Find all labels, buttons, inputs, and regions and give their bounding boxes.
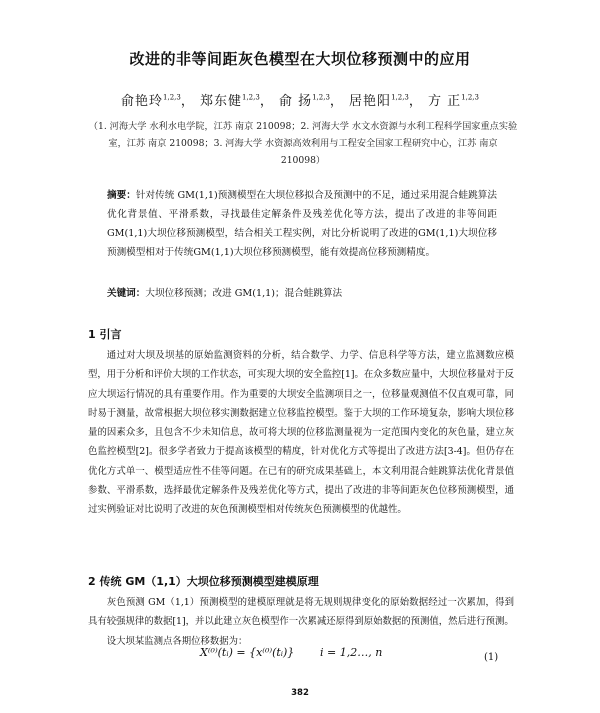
- author-name: 俞 扬: [278, 94, 313, 109]
- author-affil-sup: 1,2,3: [242, 93, 260, 102]
- abstract-label: 摘要：: [107, 190, 136, 201]
- author-name: 俞艳玲: [121, 94, 164, 109]
- author-name: 方 正: [428, 94, 462, 109]
- paragraph: 灰色预测 GM（1,1）预测模型的建模原理就是将无规则规律变化的原始数据经过一次累加，得到具有较强规律的数据[1]，并以此建立灰色模型作一次累减还原得到原始数据的预测值，然后进行预测。: [88, 597, 514, 628]
- abstract: [107, 186, 497, 262]
- section-body: [88, 346, 514, 520]
- page-number: 382: [291, 688, 309, 698]
- equation-condition: i = 1,2…, n: [320, 646, 383, 659]
- keywords-label: 关键词：: [107, 288, 146, 299]
- abstract-text: 针对传统 GM(1,1)预测模型在大坝位移拟合及预测中的不足，通过采用混合蛙跳算法优化背景值、平滑系数，寻找最佳定解条件及残差优化等方法，提出了改进的非等间距 GM(1,1)大坝位移预测模型，结合相关工程实例，对比分析说明了改进的GM(1,1)大坝位移预测模型相对于传统GM(1,1)大坝位移预测模型，能有效提高位移预测精度。: [107, 190, 497, 258]
- section-body: [88, 593, 514, 651]
- paragraph: 设大坝某监测点各期位移数据为：: [106, 635, 248, 647]
- keywords-text: 大坝位移预测；改进 GM(1,1)；混合蛙跳算法: [145, 288, 343, 299]
- paper-title: 改进的非等间距灰色模型在大坝位移预测中的应用: [129, 50, 471, 68]
- author-name: 郑东健: [199, 94, 242, 109]
- author-list: 俞艳玲$^{1,2,3}$， 郑东健$^{1,2,3}$， 俞 扬$^{1,2,3}$， 居艳阳$^{1,2,3}$， 方 正$^{1,2,3}$: [121, 93, 479, 109]
- paragraph: 通过对大坝及坝基的原始监测资料的分析，结合数学、力学、信息科学等方法，建立监测数应模型，用于分析和评价大坝的工作状态，可实现大坝的安全监控[1]。在众多数应量中，大坝位移量对于反应大坝运行情况的具有重要作用。作为重要的大坝安全监测项目之一，位移量观测值不仅直观可靠，同时易于测量，故常根据大坝位移实测数据建立位移监控模型。鉴于大坝的工作环境复杂，影响大坝位移量的因素众多，且包含不少未知信息，故可将大坝的位移监测量视为一定范围内变化的灰色量，建立灰色监控模型[2]。很多学者致力于提高该模型的精度，针对优化方式等提出了改进方法[3-4]。但仍存在优化方式单一、模型适应性不佳等问题。在已有的研究成果基础上，本文利用混合蛙跳算法优化背景值参数、平滑系数，选择最优定解条件及残差优化等方式，提出了改进的非等间距灰色位移预测模型，通过实例验证对比说明了改进的灰色预测模型相对传统灰色预测模型的优越性。: [88, 350, 514, 516]
- keywords: [107, 284, 497, 303]
- equation-number: (1): [484, 652, 499, 663]
- equation: X⁽⁰⁾(tᵢ) = {x⁽⁰⁾(tᵢ)}: [200, 646, 295, 659]
- author-affil-sup: 1,2,3: [391, 93, 409, 102]
- author-affil-sup: 1,2,3: [461, 93, 479, 102]
- author-affil-sup: 1,2,3: [312, 93, 330, 102]
- author-affil-sup: 1,2,3: [163, 93, 181, 102]
- affiliation: （1. 河海大学 水利水电学院，江苏 南京 210098；2. 河海大学 水文水资源与水利工程科学国家重点实验室，江苏 南京 210098；3. 河海大学 水资源高效利用与工程安全国家工程研究中心，江苏 南京 210098）: [88, 121, 518, 166]
- section-heading: 1 引言: [88, 328, 122, 341]
- author-name: 居艳阳: [349, 94, 392, 109]
- section-heading: 2 传统 GM（1,1）大坝位移预测模型建模原理: [88, 575, 319, 588]
